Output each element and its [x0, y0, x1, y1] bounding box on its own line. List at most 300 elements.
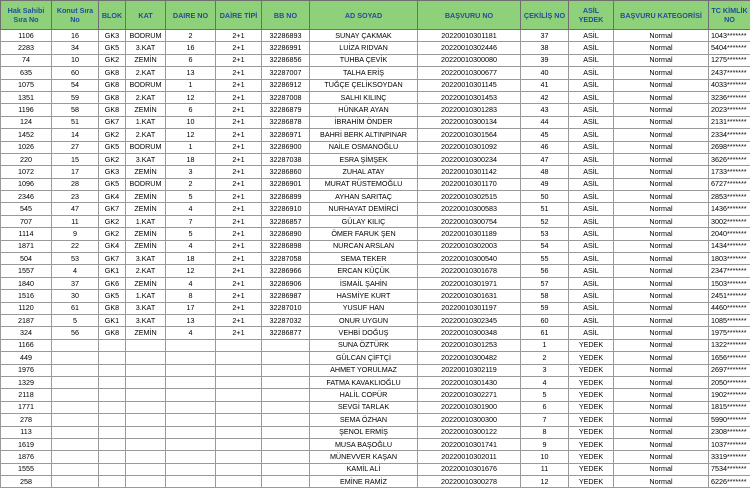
cell-basvuru-kategorisi: Normal [614, 228, 709, 240]
cell-cekilis-no: 48 [521, 166, 569, 178]
cell-ad-soyad: BAHRİ BERK ALTINPINAR [310, 129, 418, 141]
cell-daire-tipi [216, 352, 262, 364]
cell-daire-no: 12 [166, 129, 216, 141]
table-row [1, 451, 750, 463]
cell-basvuru-no: 20220010300122 [418, 426, 521, 438]
table-header [1, 1, 750, 30]
cell-tc-kimlik-no: 2698******* [709, 141, 750, 153]
cell-daire-tipi: 2+1 [216, 191, 262, 203]
cell-ad-soyad: VEHBİ DOĞUŞ [310, 327, 418, 339]
cell-tc-kimlik-no: 1815******* [709, 401, 750, 413]
cell-daire-no [166, 451, 216, 463]
cell-hak-sahibi-sira-no: 1120 [1, 302, 52, 314]
cell-tc-kimlik-no: 2334******* [709, 129, 750, 141]
cell-konut-sira-no: 15 [52, 153, 99, 165]
cell-blok: GK2 [99, 153, 126, 165]
table-row [1, 104, 750, 116]
cell-basvuru-kategorisi: Normal [614, 352, 709, 364]
cell-basvuru-kategorisi: Normal [614, 290, 709, 302]
table-row [1, 389, 750, 401]
cell-ad-soyad: TALHA ERİŞ [310, 67, 418, 79]
cell-daire-tipi: 2+1 [216, 91, 262, 103]
cell-daire-no: 13 [166, 314, 216, 326]
cell-cekilis-no: 38 [521, 42, 569, 54]
table-row [1, 91, 750, 103]
cell-bb-no: 32286878 [262, 116, 310, 128]
cell-basvuru-no: 20220010301631 [418, 290, 521, 302]
table-row [1, 290, 750, 302]
cell-ad-soyad: FATMA KAVAKLIOĞLU [310, 376, 418, 388]
cell-cekilis-no: 47 [521, 153, 569, 165]
cell-blok: GK3 [99, 30, 126, 42]
cell-daire-tipi: 2+1 [216, 215, 262, 227]
cell-asil-yedek: ASİL [569, 166, 614, 178]
cell-blok: GK2 [99, 129, 126, 141]
cell-daire-tipi [216, 451, 262, 463]
cell-kat: ZEMİN [126, 104, 166, 116]
cell-bb-no: 32287038 [262, 153, 310, 165]
cell-cekilis-no: 46 [521, 141, 569, 153]
cell-ad-soyad: YUSUF HAN [310, 302, 418, 314]
cell-konut-sira-no: 4 [52, 265, 99, 277]
col-cekilis-no: ÇEKİLİŞ NO [521, 1, 569, 30]
cell-cekilis-no: 57 [521, 277, 569, 289]
cell-konut-sira-no [52, 426, 99, 438]
cell-bb-no: 32286971 [262, 129, 310, 141]
cell-asil-yedek: YEDEK [569, 389, 614, 401]
cell-hak-sahibi-sira-no: 258 [1, 476, 52, 488]
cell-ad-soyad: AHMET YORULMAZ [310, 364, 418, 376]
cell-konut-sira-no: 9 [52, 228, 99, 240]
cell-bb-no [262, 389, 310, 401]
cell-basvuru-no: 20220010301453 [418, 91, 521, 103]
cell-kat: 2.KAT [126, 129, 166, 141]
cell-bb-no [262, 339, 310, 351]
cell-basvuru-no: 20220010302011 [418, 451, 521, 463]
cell-hak-sahibi-sira-no: 504 [1, 253, 52, 265]
cell-basvuru-no: 20220010301253 [418, 339, 521, 351]
cell-daire-no: 2 [166, 30, 216, 42]
cell-konut-sira-no: 56 [52, 327, 99, 339]
cell-basvuru-kategorisi: Normal [614, 463, 709, 475]
cell-hak-sahibi-sira-no: 1771 [1, 401, 52, 413]
table-row [1, 215, 750, 227]
cell-daire-no: 6 [166, 104, 216, 116]
table-row [1, 265, 750, 277]
cell-daire-no: 7 [166, 215, 216, 227]
cell-tc-kimlik-no: 2308******* [709, 426, 750, 438]
cell-hak-sahibi-sira-no: 449 [1, 352, 52, 364]
cell-daire-tipi: 2+1 [216, 54, 262, 66]
cell-tc-kimlik-no: 1803******* [709, 253, 750, 265]
cell-basvuru-no: 20220010300300 [418, 414, 521, 426]
cell-hak-sahibi-sira-no: 1114 [1, 228, 52, 240]
cell-kat: ZEMİN [126, 327, 166, 339]
cell-daire-no: 6 [166, 54, 216, 66]
cell-kat: BODRUM [126, 141, 166, 153]
cell-hak-sahibi-sira-no: 1166 [1, 339, 52, 351]
cell-hak-sahibi-sira-no: 1329 [1, 376, 52, 388]
cell-daire-tipi: 2+1 [216, 141, 262, 153]
cell-blok [99, 364, 126, 376]
cell-cekilis-no: 6 [521, 401, 569, 413]
cell-bb-no: 32286910 [262, 203, 310, 215]
cell-kat [126, 438, 166, 450]
cell-bb-no [262, 376, 310, 388]
cell-tc-kimlik-no: 6727******* [709, 178, 750, 190]
cell-blok [99, 438, 126, 450]
cell-kat [126, 352, 166, 364]
cell-asil-yedek: ASİL [569, 67, 614, 79]
cell-asil-yedek: ASİL [569, 290, 614, 302]
cell-daire-no: 1 [166, 141, 216, 153]
cell-bb-no: 32286879 [262, 104, 310, 116]
cell-asil-yedek: YEDEK [569, 376, 614, 388]
cell-basvuru-kategorisi: Normal [614, 191, 709, 203]
cell-konut-sira-no: 61 [52, 302, 99, 314]
cell-daire-tipi: 2+1 [216, 203, 262, 215]
cell-kat: 3.KAT [126, 253, 166, 265]
cell-cekilis-no: 11 [521, 463, 569, 475]
cell-blok: GK5 [99, 290, 126, 302]
cell-ad-soyad: TUĞÇE ÇELİKSOYDAN [310, 79, 418, 91]
cell-basvuru-kategorisi: Normal [614, 30, 709, 42]
cell-daire-no: 17 [166, 302, 216, 314]
cell-daire-no: 1 [166, 79, 216, 91]
cell-basvuru-kategorisi: Normal [614, 79, 709, 91]
cell-blok [99, 339, 126, 351]
cell-blok: GK5 [99, 178, 126, 190]
cell-konut-sira-no: 5 [52, 314, 99, 326]
cell-bb-no: 32286906 [262, 277, 310, 289]
cell-basvuru-no: 20220010302003 [418, 240, 521, 252]
cell-basvuru-kategorisi: Normal [614, 314, 709, 326]
cell-ad-soyad: KAMİL ALİ [310, 463, 418, 475]
cell-kat: ZEMİN [126, 277, 166, 289]
col-asil-yedek: ASİL YEDEK [569, 1, 614, 30]
cell-konut-sira-no: 47 [52, 203, 99, 215]
cell-cekilis-no: 8 [521, 426, 569, 438]
cell-asil-yedek: ASİL [569, 79, 614, 91]
cell-blok [99, 376, 126, 388]
cell-cekilis-no: 43 [521, 104, 569, 116]
cell-basvuru-no: 20220010300234 [418, 153, 521, 165]
cell-konut-sira-no [52, 414, 99, 426]
table-row [1, 376, 750, 388]
cell-basvuru-kategorisi: Normal [614, 426, 709, 438]
cell-tc-kimlik-no: 2040******* [709, 228, 750, 240]
cell-blok: GK2 [99, 54, 126, 66]
cell-blok: GK8 [99, 302, 126, 314]
cell-tc-kimlik-no: 4460******* [709, 302, 750, 314]
cell-daire-tipi: 2+1 [216, 228, 262, 240]
cell-basvuru-no: 20220010300583 [418, 203, 521, 215]
cell-daire-tipi: 2+1 [216, 79, 262, 91]
cell-asil-yedek: ASİL [569, 215, 614, 227]
cell-ad-soyad: SEVGİ TARLAK [310, 401, 418, 413]
cell-daire-tipi: 2+1 [216, 290, 262, 302]
cell-tc-kimlik-no: 1656******* [709, 352, 750, 364]
cell-ad-soyad: MÜNEVVER KAŞAN [310, 451, 418, 463]
table-row [1, 327, 750, 339]
cell-blok [99, 414, 126, 426]
cell-basvuru-kategorisi: Normal [614, 104, 709, 116]
cell-cekilis-no: 59 [521, 302, 569, 314]
cell-kat [126, 463, 166, 475]
cell-konut-sira-no: 27 [52, 141, 99, 153]
cell-asil-yedek: ASİL [569, 141, 614, 153]
cell-tc-kimlik-no: 2697******* [709, 364, 750, 376]
cell-konut-sira-no [52, 438, 99, 450]
cell-bb-no: 32286898 [262, 240, 310, 252]
cell-daire-no: 10 [166, 116, 216, 128]
cell-basvuru-no: 20220010302515 [418, 191, 521, 203]
cell-basvuru-no: 20220010301564 [418, 129, 521, 141]
cell-konut-sira-no [52, 352, 99, 364]
cell-hak-sahibi-sira-no: 74 [1, 54, 52, 66]
table-row [1, 463, 750, 475]
table-row [1, 30, 750, 42]
cell-daire-tipi [216, 364, 262, 376]
cell-basvuru-kategorisi: Normal [614, 265, 709, 277]
cell-ad-soyad: TUHBA ÇEVİK [310, 54, 418, 66]
cell-asil-yedek: ASİL [569, 54, 614, 66]
cell-blok: GK8 [99, 104, 126, 116]
cell-hak-sahibi-sira-no: 1106 [1, 30, 52, 42]
cell-daire-no: 4 [166, 327, 216, 339]
cell-hak-sahibi-sira-no: 324 [1, 327, 52, 339]
cell-konut-sira-no: 10 [52, 54, 99, 66]
cell-hak-sahibi-sira-no: 124 [1, 116, 52, 128]
cell-hak-sahibi-sira-no: 278 [1, 414, 52, 426]
cell-blok: GK4 [99, 191, 126, 203]
cell-basvuru-no: 20220010300482 [418, 352, 521, 364]
cell-daire-no [166, 401, 216, 413]
cell-asil-yedek: ASİL [569, 104, 614, 116]
cell-tc-kimlik-no: 2050******* [709, 376, 750, 388]
cell-ad-soyad: SEMA TEKER [310, 253, 418, 265]
header-row [1, 1, 750, 30]
cell-ad-soyad: ÖMER FARUK ŞEN [310, 228, 418, 240]
cell-daire-tipi: 2+1 [216, 240, 262, 252]
cell-cekilis-no: 1 [521, 339, 569, 351]
cell-ad-soyad: MURAT RÜSTEMOĞLU [310, 178, 418, 190]
cell-konut-sira-no: 51 [52, 116, 99, 128]
cell-daire-tipi: 2+1 [216, 30, 262, 42]
cell-basvuru-no: 20220010301900 [418, 401, 521, 413]
cell-kat [126, 376, 166, 388]
cell-ad-soyad: HASMİYE KURT [310, 290, 418, 302]
table-row [1, 414, 750, 426]
cell-daire-tipi [216, 389, 262, 401]
cell-daire-no: 4 [166, 203, 216, 215]
cell-tc-kimlik-no: 4033******* [709, 79, 750, 91]
cell-ad-soyad: HÜNKAR AYAN [310, 104, 418, 116]
cell-basvuru-no: 20220010301145 [418, 79, 521, 91]
cell-basvuru-kategorisi: Normal [614, 129, 709, 141]
cell-asil-yedek: ASİL [569, 129, 614, 141]
cell-daire-tipi: 2+1 [216, 314, 262, 326]
cell-ad-soyad: NURHAYAT DEMİRCİ [310, 203, 418, 215]
table-body [1, 30, 750, 488]
table-row [1, 240, 750, 252]
cell-daire-no [166, 352, 216, 364]
cell-bb-no [262, 476, 310, 488]
cell-basvuru-no: 20220010301676 [418, 463, 521, 475]
cell-konut-sira-no [52, 364, 99, 376]
cell-hak-sahibi-sira-no: 2346 [1, 191, 52, 203]
col-ad-soyad: AD SOYAD [310, 1, 418, 30]
cell-kat: ZEMİN [126, 228, 166, 240]
cell-konut-sira-no: 34 [52, 42, 99, 54]
cell-bb-no: 32286987 [262, 290, 310, 302]
cell-basvuru-no: 20220010302345 [418, 314, 521, 326]
cell-basvuru-kategorisi: Normal [614, 67, 709, 79]
cell-asil-yedek: ASİL [569, 191, 614, 203]
cell-tc-kimlik-no: 5990******* [709, 414, 750, 426]
cell-bb-no [262, 414, 310, 426]
cell-bb-no: 32287058 [262, 253, 310, 265]
cell-basvuru-kategorisi: Normal [614, 476, 709, 488]
cell-blok: GK7 [99, 116, 126, 128]
cell-konut-sira-no: 22 [52, 240, 99, 252]
cell-cekilis-no: 60 [521, 314, 569, 326]
cell-konut-sira-no: 37 [52, 277, 99, 289]
cell-hak-sahibi-sira-no: 635 [1, 67, 52, 79]
col-basvuru-kategorisi: BAŞVURU KATEGORİSİ [614, 1, 709, 30]
cell-hak-sahibi-sira-no: 1557 [1, 265, 52, 277]
cell-blok [99, 463, 126, 475]
cell-blok [99, 476, 126, 488]
table-row [1, 352, 750, 364]
table-row [1, 253, 750, 265]
cell-daire-no: 13 [166, 67, 216, 79]
cell-hak-sahibi-sira-no: 1555 [1, 463, 52, 475]
cell-blok: GK8 [99, 67, 126, 79]
cell-bb-no: 32286966 [262, 265, 310, 277]
table-row [1, 401, 750, 413]
col-daire-no: DAIRE NO [166, 1, 216, 30]
cell-asil-yedek: ASİL [569, 116, 614, 128]
cell-hak-sahibi-sira-no: 1196 [1, 104, 52, 116]
cell-bb-no: 32287008 [262, 91, 310, 103]
cell-ad-soyad: SUNA ÖZTÜRK [310, 339, 418, 351]
cell-daire-no: 4 [166, 240, 216, 252]
cell-hak-sahibi-sira-no: 1026 [1, 141, 52, 153]
cell-daire-no: 18 [166, 153, 216, 165]
cell-ad-soyad: İBRAHİM ÖNDER [310, 116, 418, 128]
cell-basvuru-kategorisi: Normal [614, 376, 709, 388]
cell-daire-tipi: 2+1 [216, 153, 262, 165]
cell-daire-tipi: 2+1 [216, 42, 262, 54]
cell-daire-no: 5 [166, 191, 216, 203]
cell-asil-yedek: YEDEK [569, 476, 614, 488]
cell-basvuru-no: 20220010301142 [418, 166, 521, 178]
cell-kat [126, 339, 166, 351]
cell-konut-sira-no [52, 476, 99, 488]
cell-basvuru-no: 20220010301181 [418, 30, 521, 42]
cell-ad-soyad: GÜLAY KILIÇ [310, 215, 418, 227]
cell-blok [99, 426, 126, 438]
cell-daire-tipi [216, 376, 262, 388]
cell-cekilis-no: 49 [521, 178, 569, 190]
col-kat: KAT [126, 1, 166, 30]
cell-blok: GK8 [99, 91, 126, 103]
table-row [1, 228, 750, 240]
cell-asil-yedek: ASİL [569, 30, 614, 42]
table-row [1, 79, 750, 91]
cell-basvuru-kategorisi: Normal [614, 253, 709, 265]
cell-tc-kimlik-no: 3002******* [709, 215, 750, 227]
cell-bb-no: 32286857 [262, 215, 310, 227]
cell-bb-no [262, 438, 310, 450]
cell-kat: BODRUM [126, 178, 166, 190]
col-blok: BLOK [99, 1, 126, 30]
table-row [1, 203, 750, 215]
cell-blok: GK5 [99, 42, 126, 54]
cell-daire-tipi [216, 339, 262, 351]
cell-cekilis-no: 3 [521, 364, 569, 376]
cell-konut-sira-no [52, 401, 99, 413]
cell-kat [126, 426, 166, 438]
cell-ad-soyad: SALHI KILINÇ [310, 91, 418, 103]
cell-cekilis-no: 5 [521, 389, 569, 401]
cell-cekilis-no: 39 [521, 54, 569, 66]
cell-blok [99, 451, 126, 463]
cell-tc-kimlik-no: 1436******* [709, 203, 750, 215]
cell-tc-kimlik-no: 1043******* [709, 30, 750, 42]
cell-kat [126, 414, 166, 426]
cell-bb-no: 32287010 [262, 302, 310, 314]
cell-daire-tipi: 2+1 [216, 116, 262, 128]
cell-konut-sira-no: 58 [52, 104, 99, 116]
table-row [1, 129, 750, 141]
cell-basvuru-no: 20220010300677 [418, 67, 521, 79]
cell-hak-sahibi-sira-no: 1096 [1, 178, 52, 190]
table-row [1, 314, 750, 326]
cell-blok: GK1 [99, 314, 126, 326]
cell-basvuru-no: 20220010301197 [418, 302, 521, 314]
cell-daire-no [166, 463, 216, 475]
cell-basvuru-kategorisi: Normal [614, 302, 709, 314]
cell-tc-kimlik-no: 1503******* [709, 277, 750, 289]
cell-asil-yedek: ASİL [569, 203, 614, 215]
cell-asil-yedek: ASİL [569, 314, 614, 326]
cell-daire-tipi [216, 426, 262, 438]
cell-tc-kimlik-no: 1037******* [709, 438, 750, 450]
cell-daire-no [166, 426, 216, 438]
cell-bb-no: 32286899 [262, 191, 310, 203]
table-row [1, 302, 750, 314]
cell-daire-no [166, 414, 216, 426]
cell-konut-sira-no [52, 389, 99, 401]
cell-basvuru-kategorisi: Normal [614, 401, 709, 413]
cell-blok: GK7 [99, 203, 126, 215]
cell-asil-yedek: ASİL [569, 253, 614, 265]
cell-asil-yedek: YEDEK [569, 401, 614, 413]
cell-blok: GK6 [99, 277, 126, 289]
cell-daire-tipi: 2+1 [216, 67, 262, 79]
cell-basvuru-no: 20220010300348 [418, 327, 521, 339]
cell-tc-kimlik-no: 6226******* [709, 476, 750, 488]
cell-basvuru-no: 20220010301092 [418, 141, 521, 153]
cell-ad-soyad: NURCAN ARSLAN [310, 240, 418, 252]
cell-bb-no: 32286912 [262, 79, 310, 91]
cell-konut-sira-no: 14 [52, 129, 99, 141]
cell-daire-tipi: 2+1 [216, 265, 262, 277]
cell-ad-soyad: ESRA ŞİMŞEK [310, 153, 418, 165]
cell-kat: 3.KAT [126, 302, 166, 314]
